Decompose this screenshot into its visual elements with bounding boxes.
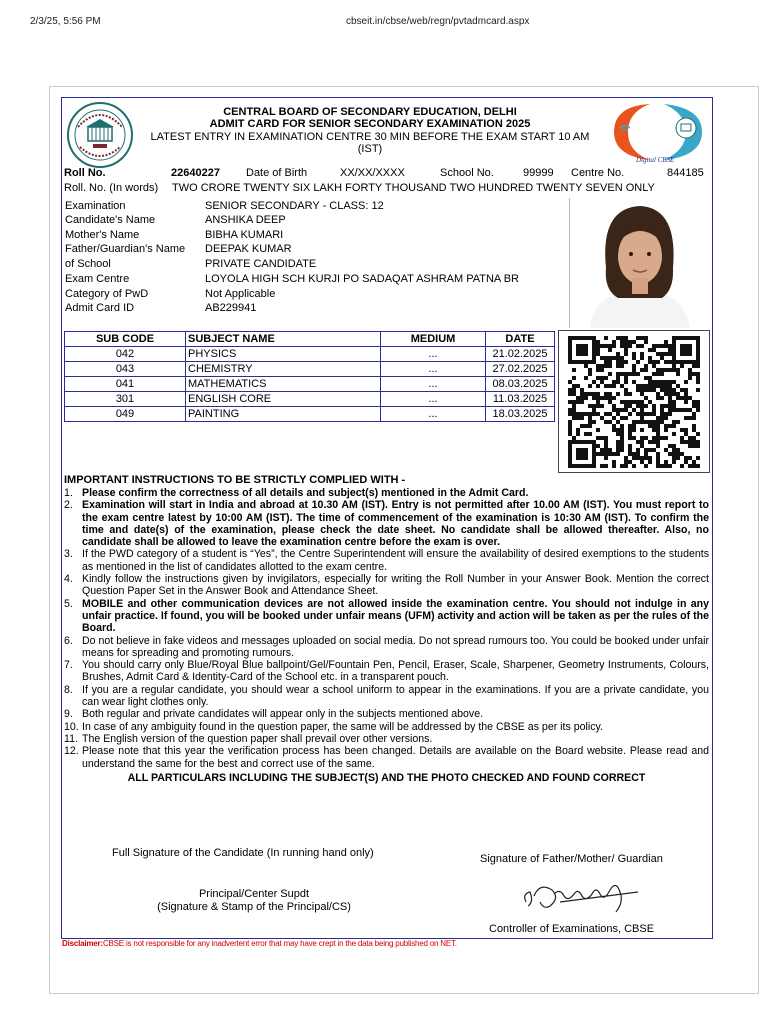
detail-label: Examination (65, 200, 126, 212)
roll-words-label: Roll. No. (In words) (64, 182, 159, 194)
table-row (65, 362, 555, 377)
col-sub-code: SUB CODE (65, 332, 186, 347)
detail-label: Mother's Name (65, 229, 140, 241)
instructions-list (64, 487, 709, 784)
controller-signature-icon (520, 872, 650, 922)
medium-cell: ... (381, 377, 486, 392)
controller-label: Controller of Examinations, CBSE (489, 923, 655, 935)
list-item (64, 684, 709, 709)
date-cell: 11.03.2025 (486, 392, 555, 407)
subject-name-cell: PHYSICS (186, 347, 381, 362)
item-text: You should carry only Blue/Royal Blue ballpoint/Gel/Fountain Pen, Pencil, Eraser, Scale, Sharpener, Geometry Instruments, Colours, Brushes, Admit Card & Identity-Card of the School etc. in a transparent pouch. (82, 659, 709, 684)
item-number: 10. (64, 720, 79, 733)
subject-name-cell: PAINTING (186, 407, 381, 422)
item-number: 1. (64, 487, 73, 499)
medium-cell: ... (381, 347, 486, 362)
item-text: Please confirm the correctness of all details and subject(s) mentioned in the Admit Card. (82, 487, 529, 499)
table-row (65, 407, 555, 422)
roll-words-value: TWO CRORE TWENTY SIX LAKH FORTY THOUSAND TWO HUNDRED TWENTY SEVEN ONLY (172, 182, 655, 194)
detail-value: Not Applicable (205, 288, 276, 300)
list-item (64, 733, 709, 745)
item-number: 9. (64, 708, 73, 721)
detail-value: PRIVATE CANDIDATE (205, 258, 317, 270)
school-no-label: School No. (440, 167, 494, 179)
item-text: Kindly follow the instructions given by invigilators, especially for writing the Roll Number in your Answer Book. Mention the correct Question Paper Set in the Answer Book and Attendance Sheet. (82, 573, 709, 598)
qr-code (558, 330, 710, 473)
table-header-row (65, 332, 555, 347)
item-number: 5. (64, 597, 73, 610)
guardian-signature-label: Signature of Father/Mother/ Guardian (480, 853, 663, 865)
col-date: DATE (486, 332, 555, 347)
detail-value: LOYOLA HIGH SCH KURJI PO SADAQAT ASHRAM PATNA BR (205, 273, 519, 285)
date-cell: 21.02.2025 (486, 347, 555, 362)
item-number: 11. (64, 732, 78, 745)
school-no-value: 99999 (523, 167, 554, 179)
centre-no-label: Centre No. (571, 167, 625, 179)
item-number: 3. (64, 548, 73, 561)
item-text: The English version of the question paper shall prevail over other versions. (82, 732, 433, 745)
admit-card-title: ADMIT CARD FOR SENIOR SECONDARY EXAMINATION 2025 (209, 118, 531, 130)
detail-label: Category of PwD (65, 288, 149, 300)
list-item (64, 745, 709, 770)
verification-note: ALL PARTICULARS INCLUDING THE SUBJECT(S) AND THE PHOTO CHECKED AND FOUND CORRECT (127, 771, 646, 784)
item-text: MOBILE and other communication devices are not allowed inside the examination centre. You should not indulge in any unfair practice. If found, you will be booked under unfair means (UFM) activity and action will be taken as per the rules of the Board. (82, 597, 709, 635)
list-item (64, 548, 709, 573)
detail-value: BIBHA KUMARI (205, 229, 284, 241)
dob-value: XX/XX/XXXX (340, 167, 405, 179)
subject-name-cell: ENGLISH CORE (186, 392, 381, 407)
candidate-photo (569, 198, 709, 328)
centre-no-value: 844185 (667, 167, 704, 179)
detail-value: DEEPAK KUMAR (205, 243, 292, 255)
list-item (64, 708, 709, 720)
detail-label: of School (65, 258, 111, 270)
item-text: Please note that this year the verification process has been changed. Details are available on the Board website. Please read and understand the same for the best and correct use of the same. (82, 745, 709, 770)
roll-no-label: Roll No. (64, 167, 106, 179)
sub-code-cell: 043 (65, 362, 186, 377)
print-url: cbseit.in/cbse/web/regn/pvtadmcard.aspx (346, 16, 530, 27)
item-number: 8. (64, 683, 73, 696)
detail-value: SENIOR SECONDARY - CLASS: 12 (205, 200, 384, 212)
disclaimer (62, 939, 457, 948)
subject-name-cell: CHEMISTRY (186, 362, 381, 377)
medium-cell: ... (381, 407, 486, 422)
date-cell: 27.02.2025 (486, 362, 555, 377)
list-item (64, 721, 709, 733)
detail-value: AB229941 (205, 302, 257, 314)
item-number: 6. (64, 634, 73, 647)
sub-code-cell: 041 (65, 377, 186, 392)
item-text: In case of any ambiguity found in the question paper, the same will be addressed by the CBSE as per its policy. (82, 720, 603, 733)
item-text: Examination will start in India and abroad at 10.30 AM (IST). Entry is not permitted after 10.00 AM (IST). You must report to the exam centre latest by 10:00 AM (IST). The time of commencement of the examination is 10:30 AM (IST). To confirm the time and date(s) of the examination, please check the date sheet. No candidate shall be allowed thereafter. Also, no candidate shall be allowed to leave the examination centre before the exam is over. (82, 499, 709, 549)
sub-code-cell: 049 (65, 407, 186, 422)
item-text: If the PWD category of a student is “Yes”, the Centre Superintendent will ensure the availability of desired exemptions to the students as mentioned in the list of candidates allotted to the exam centre. (82, 548, 709, 573)
principal-signature-label (145, 888, 363, 914)
item-number: 7. (64, 659, 73, 672)
detail-label: Exam Centre (65, 273, 130, 285)
table-row (65, 392, 555, 407)
item-number: 4. (64, 573, 73, 586)
detail-label: Father/Guardian's Name (65, 243, 186, 255)
principal-line1: Principal/Center Supdt (198, 888, 310, 900)
item-text: Do not believe in fake videos and messages uploaded on social media. Do not spread rumours too. You could be booked under unfair means for spreading and promoting rumours. (82, 634, 709, 659)
print-timestamp: 2/3/25, 5:56 PM (30, 16, 101, 27)
list-item (64, 487, 709, 499)
roll-no-value: 22640227 (171, 167, 220, 179)
medium-cell: ... (381, 392, 486, 407)
candidate-signature-label: Full Signature of the Candidate (In running hand only) (112, 847, 374, 859)
table-row (65, 347, 555, 362)
list-item (64, 499, 709, 548)
list-item (64, 659, 709, 684)
list-item (64, 635, 709, 660)
item-number: 12. (64, 745, 79, 758)
disclaimer-label: Disclaimer: (62, 939, 103, 948)
sub-code-cell: 042 (65, 347, 186, 362)
detail-label: Admit Card ID (65, 302, 135, 314)
list-item (64, 573, 709, 598)
entry-notice: LATEST ENTRY IN EXAMINATION CENTRE 30 MIN BEFORE THE EXAM START 10 AM (150, 131, 590, 143)
table-row (65, 377, 555, 392)
item-text: If you are a regular candidate, you should wear a school uniform to appear in the examinations. If you are a private candidate, you can wear light clothes only. (82, 683, 709, 709)
instructions-title: IMPORTANT INSTRUCTIONS TO BE STRICTLY COMPLIED WITH - (64, 474, 406, 486)
date-cell: 08.03.2025 (486, 377, 555, 392)
sub-code-cell: 301 (65, 392, 186, 407)
list-item (64, 598, 709, 635)
item-text: Both regular and private candidates will appear only in the subjects mentioned above. (82, 708, 484, 721)
detail-value: ANSHIKA DEEP (205, 214, 286, 226)
subject-name-cell: MATHEMATICS (186, 377, 381, 392)
principal-line2: (Signature & Stamp of the Principal/CS) (157, 901, 351, 913)
dob-label: Date of Birth (246, 167, 308, 179)
board-name: CENTRAL BOARD OF SECONDARY EDUCATION, DELHI (223, 106, 517, 118)
col-medium: MEDIUM (381, 332, 486, 347)
digital-cbse-logo-text: Digital CBSE (636, 156, 675, 164)
col-subject-name: SUBJECT NAME (186, 332, 381, 347)
disclaimer-text: CBSE is not responsible for any inadvertent error that may have crept in the data being published on NET. (102, 939, 457, 948)
date-cell: 18.03.2025 (486, 407, 555, 422)
medium-cell: ... (381, 362, 486, 377)
detail-label: Candidate's Name (65, 214, 156, 226)
item-number: 2. (64, 499, 73, 512)
subjects-table (64, 331, 555, 422)
entry-notice-ist: (IST) (357, 143, 383, 155)
